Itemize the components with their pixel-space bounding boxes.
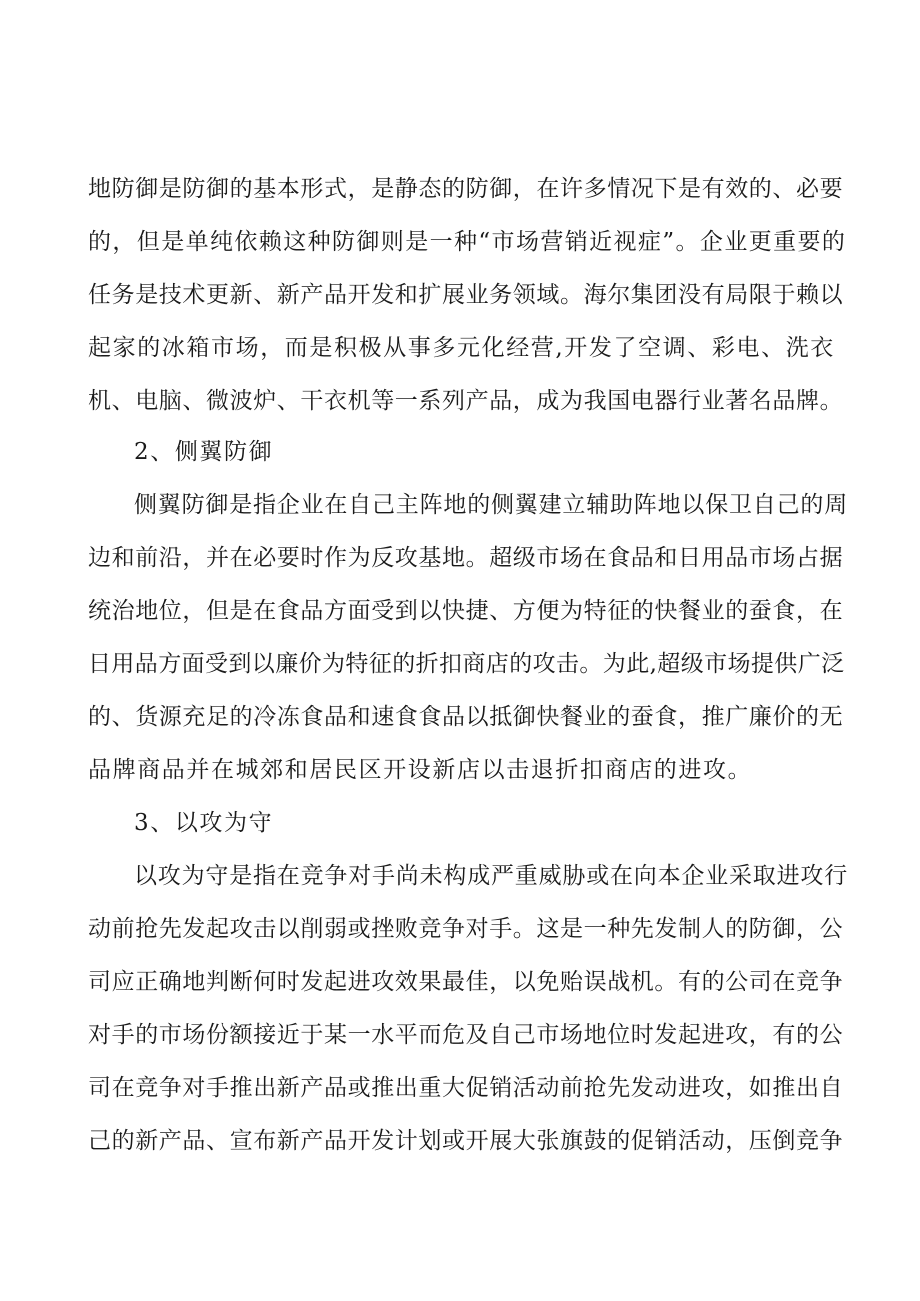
text-line: 己的新产品、宣布新产品开发计划或开展大张旗鼓的促销活动，压倒竞争 bbox=[88, 1128, 844, 1154]
text-line: 的，但是单纯依赖这种防御则是一种“市场营销近视症”。企业更重要的 bbox=[88, 229, 847, 255]
text-line: 统治地位，但是在食品方面受到以快捷、方便为特征的快餐业的蚕食，在 bbox=[88, 598, 844, 624]
text-line: 对手的市场份额接近于某一水平而危及自己市场地位时发起进攻，有的公 bbox=[88, 1022, 844, 1048]
text-line: 日用品方面受到以廉价为特征的折扣商店的攻击。为此,超级市场提供广泛 bbox=[88, 651, 845, 677]
text-line: 任务是技术更新、新产品开发和扩展业务领域。海尔集团没有局限于赖以 bbox=[88, 282, 844, 308]
text-line: 以攻为守是指在竞争对手尚未构成严重威胁或在向本企业采取进攻行 bbox=[134, 863, 848, 889]
text-line: 地防御是防御的基本形式，是静态的防御，在许多情况下是有效的、必要 bbox=[88, 176, 844, 202]
text-line: 品牌商品并在城郊和居民区开设新店以击退折扣商店的进攻。 bbox=[88, 757, 753, 783]
text-line: 司在竞争对手推出新产品或推出重大促销活动前抢先发动进攻，如推出自 bbox=[88, 1075, 844, 1101]
text-line: 司应正确地判断何时发起进攻效果最佳，以免贻误战机。有的公司在竞争 bbox=[88, 969, 844, 995]
section-heading: 2、侧翼防御 bbox=[134, 439, 274, 465]
text-line: 机、电脑、微波炉、干衣机等一系列产品，成为我国电器行业著名品牌。 bbox=[88, 388, 844, 414]
text-line: 起家的冰箱市场，而是积极从事多元化经营,开发了空调、彩电、洗衣 bbox=[88, 335, 835, 361]
text-line: 动前抢先发起攻击以削弱或挫败竞争对手。这是一种先发制人的防御，公 bbox=[88, 916, 844, 942]
text-line: 的、货源充足的冷冻食品和速食食品以抵御快餐业的蚕食，推广廉价的无 bbox=[88, 704, 844, 730]
section-heading: 3、以攻为守 bbox=[134, 810, 274, 836]
text-line: 侧翼防御是指企业在自己主阵地的侧翼建立辅助阵地以保卫自己的周 bbox=[134, 492, 848, 518]
text-line: 边和前沿，并在必要时作为反攻基地。超级市场在食品和日用品市场占据 bbox=[88, 545, 844, 571]
